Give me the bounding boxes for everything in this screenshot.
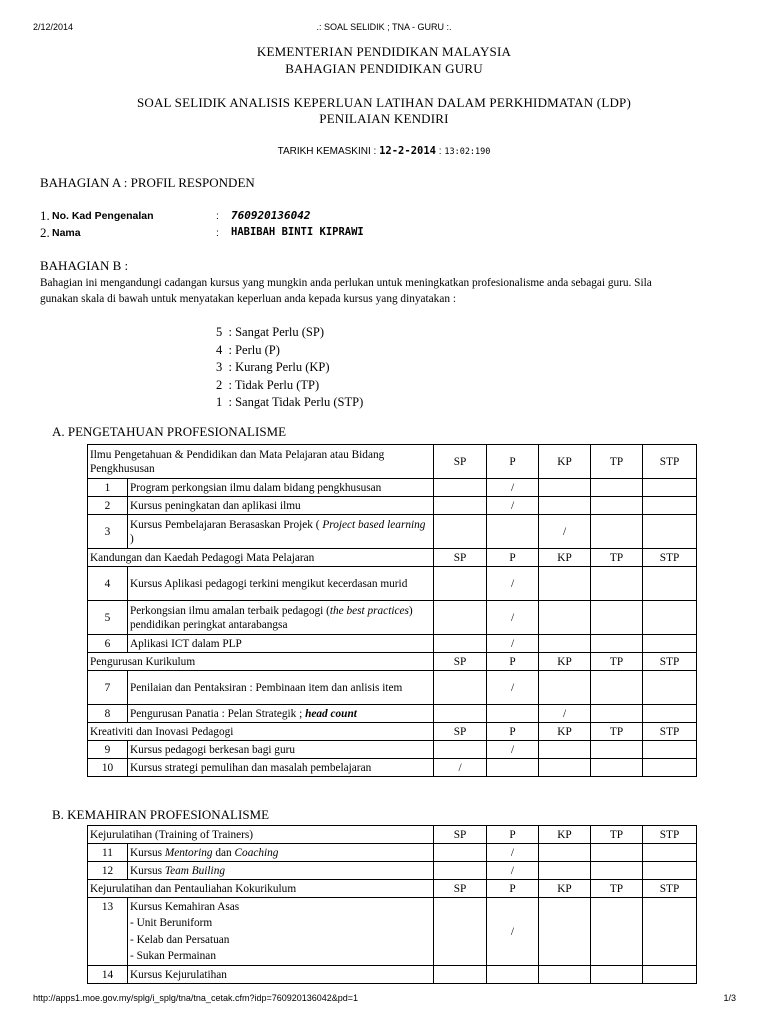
- section-b-desc-line1: Bahagian ini mengandungi cadangan kursus yang mungkin anda perlukan untuk meningkatkan profesionalisme anda sebagai guru. Sila: [40, 277, 652, 289]
- rating-sp-cell[interactable]: [434, 671, 487, 705]
- col-kp: KP: [539, 880, 591, 898]
- item-text: Kursus Aplikasi pedagogi terkini mengikut kecerdasan murid: [128, 567, 434, 601]
- rating-kp-cell[interactable]: [539, 671, 591, 705]
- col-sp: SP: [434, 549, 487, 567]
- table-row: [88, 759, 697, 777]
- rating-stp-cell[interactable]: [643, 759, 697, 777]
- col-kp: KP: [539, 445, 591, 479]
- col-p: P: [487, 826, 539, 844]
- item-text: Kursus Pembelajaran Berasaskan Projek ( Project based learning ): [128, 515, 434, 549]
- rating-stp-cell[interactable]: [643, 741, 697, 759]
- rating-stp-cell[interactable]: [643, 515, 697, 549]
- item-number: 11: [88, 844, 128, 862]
- rating-sp-cell[interactable]: [434, 898, 487, 966]
- rating-stp-cell[interactable]: [643, 898, 697, 966]
- rating-sp-cell[interactable]: [434, 705, 487, 723]
- table-group-header: [88, 880, 697, 898]
- col-stp: STP: [643, 826, 697, 844]
- col-stp: STP: [643, 445, 697, 479]
- rating-tp-cell[interactable]: [591, 635, 643, 653]
- field-colon-ic: :: [216, 210, 219, 222]
- group-heading: Kejurulatihan (Training of Trainers): [88, 826, 434, 844]
- rating-tp-cell[interactable]: [591, 515, 643, 549]
- scale-item: 5 : Sangat Perlu (SP): [216, 325, 324, 339]
- rating-p-cell[interactable]: /: [487, 844, 539, 862]
- rating-tp-cell[interactable]: [591, 898, 643, 966]
- col-kp: KP: [539, 653, 591, 671]
- rating-stp-cell[interactable]: [643, 635, 697, 653]
- table-group-header: [88, 826, 697, 844]
- update-time: 13:02:190: [444, 147, 491, 157]
- update-separator: :: [436, 146, 445, 157]
- rating-stp-cell[interactable]: [643, 862, 697, 880]
- item-number: 14: [88, 966, 128, 984]
- group-heading: Ilmu Pengetahuan & Pendidikan dan Mata Pelajaran atau Bidang Pengkhususan: [88, 445, 434, 479]
- rating-tp-cell[interactable]: [591, 759, 643, 777]
- rating-tp-cell[interactable]: [591, 497, 643, 515]
- col-stp: STP: [643, 880, 697, 898]
- item-number: 12: [88, 862, 128, 880]
- item-text: Kursus Mentoring dan Coaching: [128, 844, 434, 862]
- table-row: [88, 601, 697, 635]
- rating-sp-cell[interactable]: [434, 844, 487, 862]
- rating-tp-cell[interactable]: [591, 741, 643, 759]
- rating-tp-cell[interactable]: [591, 567, 643, 601]
- rating-kp-cell[interactable]: [539, 479, 591, 497]
- table-row: [88, 966, 697, 984]
- item-number: 8: [88, 705, 128, 723]
- item-number: 13: [88, 898, 128, 966]
- print-date: 2/12/2014: [33, 22, 74, 32]
- table-a: [87, 444, 697, 777]
- table-row: [88, 497, 697, 515]
- rating-sp-cell[interactable]: [434, 515, 487, 549]
- scale-legend: [216, 324, 363, 412]
- rating-kp-cell[interactable]: [539, 601, 591, 635]
- col-tp: TP: [591, 826, 643, 844]
- rating-p-cell[interactable]: /: [487, 671, 539, 705]
- section-b-title: BAHAGIAN B :: [40, 258, 129, 273]
- survey-subtitle: PENILAIAN KENDIRI: [319, 111, 449, 126]
- rating-stp-cell[interactable]: [643, 479, 697, 497]
- table-row: [88, 479, 697, 497]
- field-value-ic: 760920136042: [231, 209, 311, 222]
- table-group-header: [88, 653, 697, 671]
- rating-stp-cell[interactable]: [643, 844, 697, 862]
- col-tp: TP: [591, 880, 643, 898]
- rating-kp-cell[interactable]: /: [539, 705, 591, 723]
- col-tp: TP: [591, 549, 643, 567]
- item-text: Kursus peningkatan dan aplikasi ilmu: [128, 497, 434, 515]
- update-line: [0, 145, 768, 157]
- rating-tp-cell[interactable]: [591, 601, 643, 635]
- rating-p-cell[interactable]: [487, 705, 539, 723]
- col-sp: SP: [434, 723, 487, 741]
- rating-sp-cell[interactable]: [434, 741, 487, 759]
- rating-sp-cell[interactable]: [434, 966, 487, 984]
- survey-title: SOAL SELIDIK ANALISIS KEPERLUAN LATIHAN DALAM PERKHIDMATAN (LDP): [136, 95, 632, 110]
- rating-kp-cell[interactable]: [539, 862, 591, 880]
- group-heading: Kejurulatihan dan Pentauliahan Kokurikulum: [88, 880, 434, 898]
- rating-p-cell[interactable]: /: [487, 567, 539, 601]
- rating-kp-cell[interactable]: /: [539, 515, 591, 549]
- rating-stp-cell[interactable]: [643, 671, 697, 705]
- rating-kp-cell[interactable]: [539, 741, 591, 759]
- rating-tp-cell[interactable]: [591, 844, 643, 862]
- rating-kp-cell[interactable]: [539, 844, 591, 862]
- rating-p-cell[interactable]: /: [487, 862, 539, 880]
- rating-sp-cell[interactable]: [434, 567, 487, 601]
- col-tp: TP: [591, 653, 643, 671]
- field-colon-name: :: [216, 227, 219, 239]
- item-text: Perkongsian ilmu amalan terbaik pedagogi (the best practices) pendidikan peringkat antarabangsa: [128, 601, 434, 635]
- item-text: Kursus Kejurulatihan: [128, 966, 434, 984]
- scale-item: 3 : Kurang Perlu (KP): [216, 360, 330, 374]
- rating-sp-cell[interactable]: [434, 635, 487, 653]
- scale-item: 4 : Perlu (P): [216, 342, 280, 357]
- item-number: 1: [88, 479, 128, 497]
- rating-sp-cell[interactable]: [434, 497, 487, 515]
- col-tp: TP: [591, 445, 643, 479]
- rating-stp-cell[interactable]: [643, 966, 697, 984]
- item-text: Kursus strategi pemulihan dan masalah pembelajaran: [128, 759, 434, 777]
- rating-p-cell[interactable]: /: [487, 635, 539, 653]
- ministry-title: KEMENTERIAN PENDIDIKAN MALAYSIA: [256, 44, 512, 59]
- rating-tp-cell[interactable]: [591, 479, 643, 497]
- col-sp: SP: [434, 826, 487, 844]
- col-p: P: [487, 723, 539, 741]
- rating-stp-cell[interactable]: [643, 601, 697, 635]
- rating-sp-cell[interactable]: [434, 479, 487, 497]
- table-row: [88, 705, 697, 723]
- item-number: 6: [88, 635, 128, 653]
- field-num-name: 2.: [40, 225, 50, 240]
- rating-stp-cell[interactable]: [643, 497, 697, 515]
- print-page-title: .: SOAL SELIDIK ; TNA - GURU :.: [316, 22, 452, 32]
- col-sp: SP: [434, 880, 487, 898]
- col-kp: KP: [539, 723, 591, 741]
- col-kp: KP: [539, 549, 591, 567]
- rating-tp-cell[interactable]: [591, 705, 643, 723]
- section-b-desc-line2: gunakan skala di bawah untuk menyatakan keperluan anda kepada kursus yang dinyatakan :: [40, 293, 456, 305]
- item-number: 10: [88, 759, 128, 777]
- col-stp: STP: [643, 653, 697, 671]
- table-row: [88, 741, 697, 759]
- table-row: [88, 862, 697, 880]
- table-b-title: B. KEMAHIRAN PROFESIONALISME: [52, 807, 270, 822]
- table-row: [88, 635, 697, 653]
- group-heading: Pengurusan Kurikulum: [88, 653, 434, 671]
- table-row: [88, 515, 697, 549]
- table-row: [88, 671, 697, 705]
- rating-kp-cell[interactable]: [539, 567, 591, 601]
- col-tp: TP: [591, 723, 643, 741]
- rating-kp-cell[interactable]: [539, 759, 591, 777]
- table-group-header: [88, 549, 697, 567]
- rating-kp-cell[interactable]: [539, 966, 591, 984]
- rating-p-cell[interactable]: [487, 759, 539, 777]
- rating-p-cell[interactable]: /: [487, 741, 539, 759]
- item-text: Kursus pedagogi berkesan bagi guru: [128, 741, 434, 759]
- rating-stp-cell[interactable]: [643, 567, 697, 601]
- division-title: BAHAGIAN PENDIDIKAN GURU: [285, 61, 483, 76]
- rating-kp-cell[interactable]: [539, 497, 591, 515]
- item-text: Kursus Kemahiran Asas - Unit Beruniform - Kelab dan Persatuan - Sukan Permainan: [128, 898, 434, 966]
- rating-sp-cell[interactable]: [434, 601, 487, 635]
- rating-tp-cell[interactable]: [591, 862, 643, 880]
- rating-p-cell[interactable]: /: [487, 479, 539, 497]
- rating-stp-cell[interactable]: [643, 705, 697, 723]
- scale-item: 2 : Tidak Perlu (TP): [216, 377, 320, 392]
- rating-sp-cell[interactable]: /: [434, 759, 487, 777]
- col-p: P: [487, 549, 539, 567]
- rating-sp-cell[interactable]: [434, 862, 487, 880]
- item-text: Kursus Team Builing: [128, 862, 434, 880]
- table-a-title: A. PENGETAHUAN PROFESIONALISME: [52, 424, 287, 439]
- rating-p-cell[interactable]: /: [487, 601, 539, 635]
- rating-kp-cell[interactable]: [539, 898, 591, 966]
- rating-kp-cell[interactable]: [539, 635, 591, 653]
- item-number: 5: [88, 601, 128, 635]
- group-heading: Kreativiti dan Inovasi Pedagogi: [88, 723, 434, 741]
- col-sp: SP: [434, 445, 487, 479]
- field-label-name: Nama: [52, 227, 81, 239]
- item-text: Aplikasi ICT dalam PLP: [128, 635, 434, 653]
- rating-p-cell[interactable]: /: [487, 497, 539, 515]
- section-a-title: BAHAGIAN A : PROFIL RESPONDEN: [40, 175, 255, 190]
- rating-p-cell[interactable]: [487, 966, 539, 984]
- rating-p-cell[interactable]: [487, 515, 539, 549]
- rating-tp-cell[interactable]: [591, 966, 643, 984]
- field-num-ic: 1.: [40, 208, 50, 223]
- table-row: [88, 898, 697, 966]
- scale-item: 1 : Sangat Tidak Perlu (STP): [216, 395, 364, 409]
- update-date: 12-2-2014: [379, 145, 436, 157]
- col-p: P: [487, 880, 539, 898]
- table-group-header: [88, 445, 697, 479]
- group-heading: Kandungan dan Kaedah Pedagogi Mata Pelajaran: [88, 549, 434, 567]
- table-group-header: [88, 723, 697, 741]
- col-stp: STP: [643, 549, 697, 567]
- item-number: 2: [88, 497, 128, 515]
- print-page-number: 1/3: [723, 993, 736, 1003]
- col-p: P: [487, 653, 539, 671]
- table-row: [88, 844, 697, 862]
- field-label-ic: No. Kad Pengenalan: [52, 210, 154, 222]
- rating-p-cell[interactable]: /: [487, 898, 539, 966]
- print-url: http://apps1.moe.gov.my/splg/i_splg/tna/tna_cetak.cfm?idp=760920136042&pd=1: [33, 993, 359, 1003]
- item-number: 4: [88, 567, 128, 601]
- item-text: Penilaian dan Pentaksiran : Pembinaan item dan anlisis item: [128, 671, 434, 705]
- col-kp: KP: [539, 826, 591, 844]
- col-p: P: [487, 445, 539, 479]
- rating-tp-cell[interactable]: [591, 671, 643, 705]
- update-label: TARIKH KEMASKINI :: [277, 146, 380, 157]
- item-number: 9: [88, 741, 128, 759]
- item-text: Pengurusan Panatia : Pelan Strategik ; head count: [128, 705, 434, 723]
- item-number: 3: [88, 515, 128, 549]
- col-stp: STP: [643, 723, 697, 741]
- table-row: [88, 567, 697, 601]
- item-number: 7: [88, 671, 128, 705]
- item-text: Program perkongsian ilmu dalam bidang pengkhususan: [128, 479, 434, 497]
- col-sp: SP: [434, 653, 487, 671]
- field-value-name: HABIBAH BINTI KIPRAWI: [231, 226, 364, 238]
- table-b: [87, 825, 697, 984]
